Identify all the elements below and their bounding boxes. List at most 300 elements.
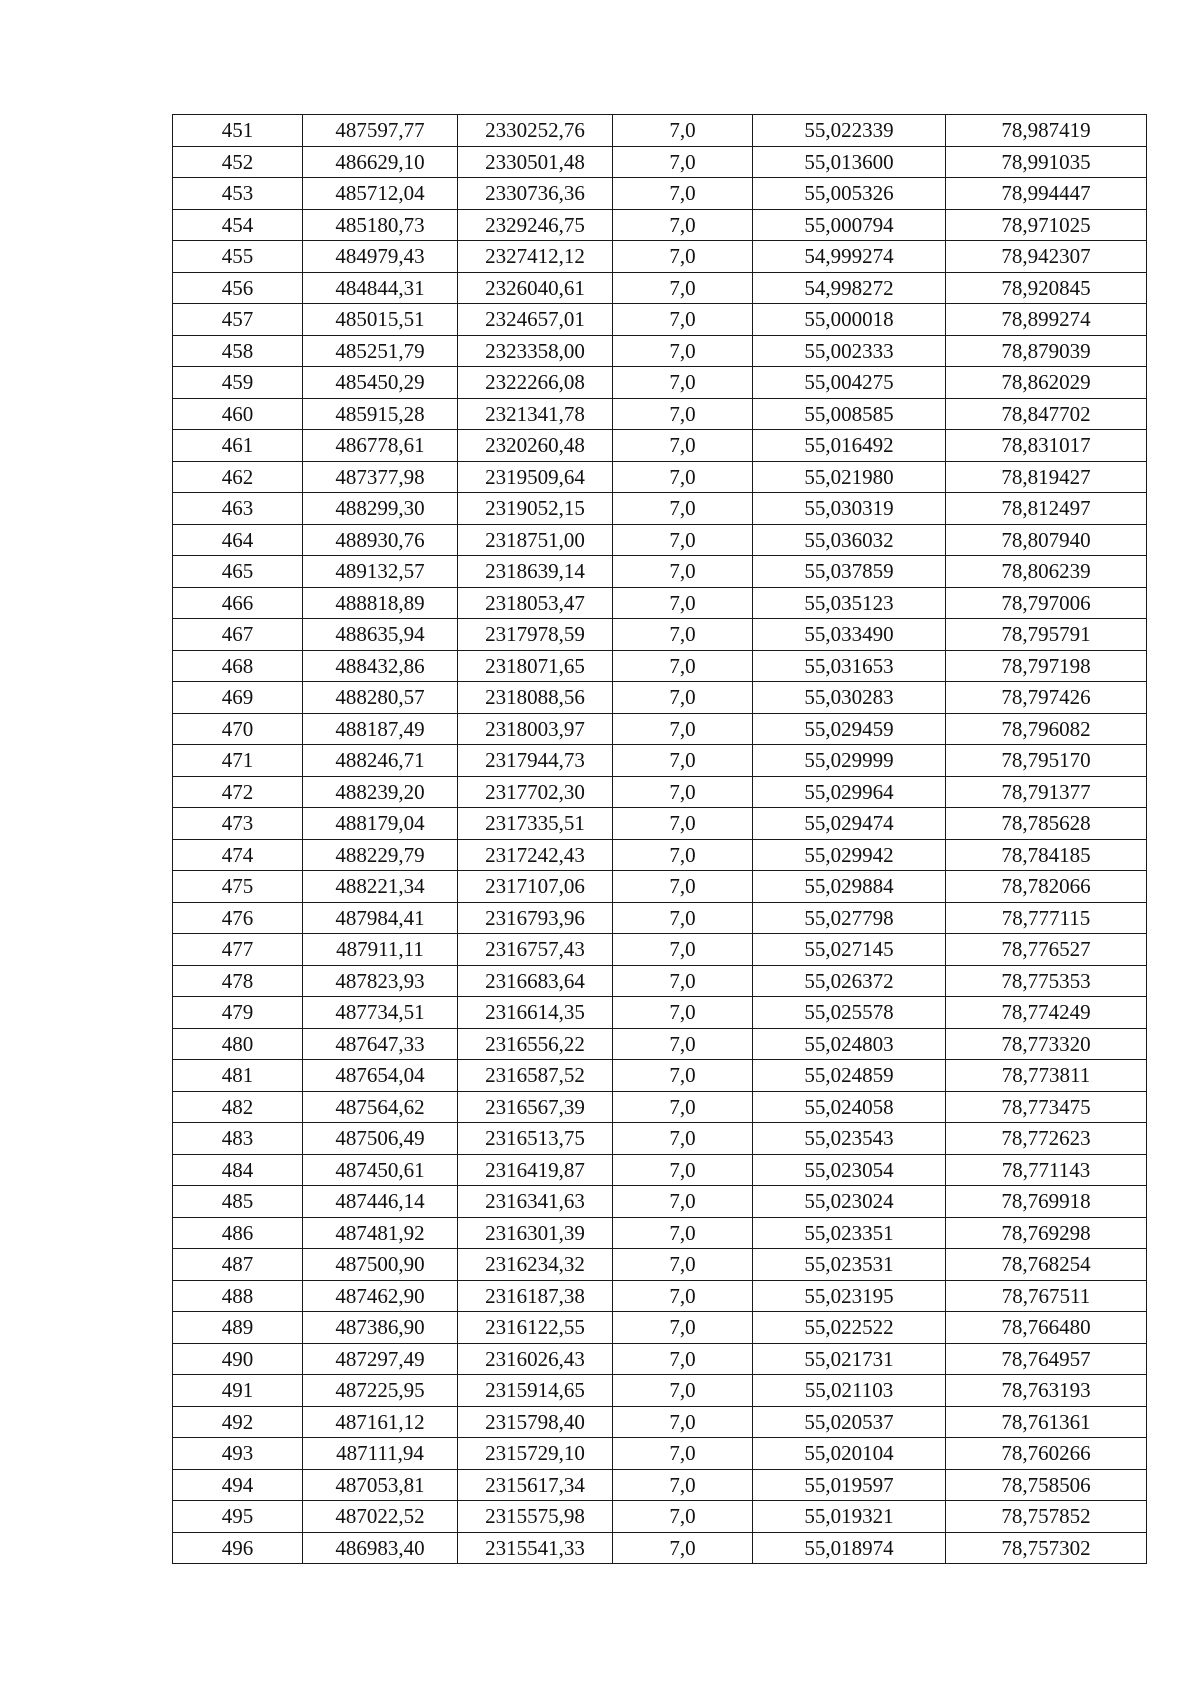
longitude-cell: 78,763193	[946, 1375, 1147, 1407]
latitude-cell: 55,029474	[753, 808, 946, 840]
latitude-cell: 55,026372	[753, 965, 946, 997]
y-coordinate-cell: 2316567,39	[458, 1091, 613, 1123]
latitude-cell: 55,020537	[753, 1406, 946, 1438]
value-cell: 7,0	[613, 335, 753, 367]
point-number-cell: 474	[173, 839, 303, 871]
y-coordinate-cell: 2316757,43	[458, 934, 613, 966]
table-row	[173, 241, 1147, 273]
latitude-cell: 55,018974	[753, 1532, 946, 1564]
longitude-cell: 78,757852	[946, 1501, 1147, 1533]
x-coordinate-cell: 487911,11	[303, 934, 458, 966]
longitude-cell: 78,899274	[946, 304, 1147, 336]
x-coordinate-cell: 485180,73	[303, 209, 458, 241]
table-row	[173, 146, 1147, 178]
table-row	[173, 178, 1147, 210]
table-row	[173, 965, 1147, 997]
value-cell: 7,0	[613, 1249, 753, 1281]
x-coordinate-cell: 485712,04	[303, 178, 458, 210]
longitude-cell: 78,761361	[946, 1406, 1147, 1438]
latitude-cell: 55,029964	[753, 776, 946, 808]
x-coordinate-cell: 487377,98	[303, 461, 458, 493]
table-row	[173, 1249, 1147, 1281]
x-coordinate-cell: 487225,95	[303, 1375, 458, 1407]
table-row	[173, 776, 1147, 808]
latitude-cell: 55,008585	[753, 398, 946, 430]
longitude-cell: 78,766480	[946, 1312, 1147, 1344]
x-coordinate-cell: 486629,10	[303, 146, 458, 178]
latitude-cell: 55,013600	[753, 146, 946, 178]
x-coordinate-cell: 487647,33	[303, 1028, 458, 1060]
x-coordinate-cell: 488179,04	[303, 808, 458, 840]
point-number-cell: 494	[173, 1469, 303, 1501]
point-number-cell: 470	[173, 713, 303, 745]
point-number-cell: 488	[173, 1280, 303, 1312]
y-coordinate-cell: 2316187,38	[458, 1280, 613, 1312]
longitude-cell: 78,773475	[946, 1091, 1147, 1123]
x-coordinate-cell: 488635,94	[303, 619, 458, 651]
longitude-cell: 78,797426	[946, 682, 1147, 714]
point-number-cell: 457	[173, 304, 303, 336]
point-number-cell: 495	[173, 1501, 303, 1533]
x-coordinate-cell: 487450,61	[303, 1154, 458, 1186]
y-coordinate-cell: 2320260,48	[458, 430, 613, 462]
point-number-cell: 477	[173, 934, 303, 966]
y-coordinate-cell: 2315541,33	[458, 1532, 613, 1564]
point-number-cell: 475	[173, 871, 303, 903]
latitude-cell: 55,020104	[753, 1438, 946, 1470]
latitude-cell: 55,019321	[753, 1501, 946, 1533]
y-coordinate-cell: 2322266,08	[458, 367, 613, 399]
table-row	[173, 902, 1147, 934]
value-cell: 7,0	[613, 1123, 753, 1155]
point-number-cell: 460	[173, 398, 303, 430]
value-cell: 7,0	[613, 430, 753, 462]
longitude-cell: 78,797198	[946, 650, 1147, 682]
latitude-cell: 55,002333	[753, 335, 946, 367]
point-number-cell: 482	[173, 1091, 303, 1123]
table-row	[173, 839, 1147, 871]
point-number-cell: 487	[173, 1249, 303, 1281]
y-coordinate-cell: 2324657,01	[458, 304, 613, 336]
table-row	[173, 1406, 1147, 1438]
longitude-cell: 78,795791	[946, 619, 1147, 651]
value-cell: 7,0	[613, 1028, 753, 1060]
y-coordinate-cell: 2315798,40	[458, 1406, 613, 1438]
value-cell: 7,0	[613, 934, 753, 966]
x-coordinate-cell: 487597,77	[303, 115, 458, 147]
value-cell: 7,0	[613, 619, 753, 651]
y-coordinate-cell: 2316587,52	[458, 1060, 613, 1092]
value-cell: 7,0	[613, 1438, 753, 1470]
table-row	[173, 1501, 1147, 1533]
x-coordinate-cell: 488299,30	[303, 493, 458, 525]
table-row	[173, 461, 1147, 493]
y-coordinate-cell: 2319509,64	[458, 461, 613, 493]
y-coordinate-cell: 2316301,39	[458, 1217, 613, 1249]
longitude-cell: 78,769918	[946, 1186, 1147, 1218]
longitude-cell: 78,758506	[946, 1469, 1147, 1501]
longitude-cell: 78,784185	[946, 839, 1147, 871]
x-coordinate-cell: 487984,41	[303, 902, 458, 934]
latitude-cell: 55,036032	[753, 524, 946, 556]
point-number-cell: 490	[173, 1343, 303, 1375]
point-number-cell: 471	[173, 745, 303, 777]
x-coordinate-cell: 485450,29	[303, 367, 458, 399]
point-number-cell: 486	[173, 1217, 303, 1249]
value-cell: 7,0	[613, 1186, 753, 1218]
x-coordinate-cell: 484979,43	[303, 241, 458, 273]
table-row	[173, 1280, 1147, 1312]
y-coordinate-cell: 2317107,06	[458, 871, 613, 903]
table-row	[173, 493, 1147, 525]
y-coordinate-cell: 2318003,97	[458, 713, 613, 745]
latitude-cell: 55,025578	[753, 997, 946, 1029]
x-coordinate-cell: 488221,34	[303, 871, 458, 903]
point-number-cell: 463	[173, 493, 303, 525]
table-row	[173, 115, 1147, 147]
point-number-cell: 476	[173, 902, 303, 934]
x-coordinate-cell: 488239,20	[303, 776, 458, 808]
x-coordinate-cell: 488187,49	[303, 713, 458, 745]
x-coordinate-cell: 487500,90	[303, 1249, 458, 1281]
y-coordinate-cell: 2330501,48	[458, 146, 613, 178]
value-cell: 7,0	[613, 1280, 753, 1312]
y-coordinate-cell: 2317702,30	[458, 776, 613, 808]
table-row	[173, 808, 1147, 840]
x-coordinate-cell: 487053,81	[303, 1469, 458, 1501]
latitude-cell: 55,016492	[753, 430, 946, 462]
longitude-cell: 78,771143	[946, 1154, 1147, 1186]
y-coordinate-cell: 2317335,51	[458, 808, 613, 840]
point-number-cell: 479	[173, 997, 303, 1029]
table-row	[173, 713, 1147, 745]
x-coordinate-cell: 484844,31	[303, 272, 458, 304]
point-number-cell: 483	[173, 1123, 303, 1155]
longitude-cell: 78,807940	[946, 524, 1147, 556]
x-coordinate-cell: 486983,40	[303, 1532, 458, 1564]
longitude-cell: 78,831017	[946, 430, 1147, 462]
y-coordinate-cell: 2330736,36	[458, 178, 613, 210]
longitude-cell: 78,942307	[946, 241, 1147, 273]
point-number-cell: 451	[173, 115, 303, 147]
x-coordinate-cell: 487297,49	[303, 1343, 458, 1375]
longitude-cell: 78,797006	[946, 587, 1147, 619]
y-coordinate-cell: 2315914,65	[458, 1375, 613, 1407]
x-coordinate-cell: 487446,14	[303, 1186, 458, 1218]
point-number-cell: 491	[173, 1375, 303, 1407]
value-cell: 7,0	[613, 178, 753, 210]
point-number-cell: 468	[173, 650, 303, 682]
table-row	[173, 682, 1147, 714]
value-cell: 7,0	[613, 556, 753, 588]
latitude-cell: 55,023024	[753, 1186, 946, 1218]
longitude-cell: 78,812497	[946, 493, 1147, 525]
longitude-cell: 78,760266	[946, 1438, 1147, 1470]
table-row	[173, 1375, 1147, 1407]
table-row	[173, 587, 1147, 619]
x-coordinate-cell: 488246,71	[303, 745, 458, 777]
x-coordinate-cell: 487481,92	[303, 1217, 458, 1249]
table-row	[173, 1186, 1147, 1218]
x-coordinate-cell: 487654,04	[303, 1060, 458, 1092]
point-number-cell: 484	[173, 1154, 303, 1186]
longitude-cell: 78,806239	[946, 556, 1147, 588]
value-cell: 7,0	[613, 997, 753, 1029]
value-cell: 7,0	[613, 304, 753, 336]
latitude-cell: 55,005326	[753, 178, 946, 210]
point-number-cell: 465	[173, 556, 303, 588]
x-coordinate-cell: 487386,90	[303, 1312, 458, 1344]
value-cell: 7,0	[613, 1375, 753, 1407]
point-number-cell: 455	[173, 241, 303, 273]
longitude-cell: 78,764957	[946, 1343, 1147, 1375]
latitude-cell: 55,023531	[753, 1249, 946, 1281]
longitude-cell: 78,991035	[946, 146, 1147, 178]
value-cell: 7,0	[613, 1060, 753, 1092]
table-row	[173, 1469, 1147, 1501]
latitude-cell: 55,019597	[753, 1469, 946, 1501]
table-row	[173, 1123, 1147, 1155]
table-row	[173, 871, 1147, 903]
value-cell: 7,0	[613, 524, 753, 556]
latitude-cell: 55,023543	[753, 1123, 946, 1155]
table-row	[173, 1343, 1147, 1375]
point-number-cell: 456	[173, 272, 303, 304]
latitude-cell: 55,030319	[753, 493, 946, 525]
table-row	[173, 650, 1147, 682]
y-coordinate-cell: 2316683,64	[458, 965, 613, 997]
y-coordinate-cell: 2316026,43	[458, 1343, 613, 1375]
y-coordinate-cell: 2316419,87	[458, 1154, 613, 1186]
y-coordinate-cell: 2315575,98	[458, 1501, 613, 1533]
value-cell: 7,0	[613, 713, 753, 745]
table-row	[173, 524, 1147, 556]
table-row	[173, 619, 1147, 651]
point-number-cell: 493	[173, 1438, 303, 1470]
value-cell: 7,0	[613, 1343, 753, 1375]
longitude-cell: 78,994447	[946, 178, 1147, 210]
latitude-cell: 55,004275	[753, 367, 946, 399]
point-number-cell: 467	[173, 619, 303, 651]
value-cell: 7,0	[613, 272, 753, 304]
longitude-cell: 78,773320	[946, 1028, 1147, 1060]
latitude-cell: 55,022522	[753, 1312, 946, 1344]
point-number-cell: 464	[173, 524, 303, 556]
latitude-cell: 55,023054	[753, 1154, 946, 1186]
latitude-cell: 55,000794	[753, 209, 946, 241]
latitude-cell: 55,029999	[753, 745, 946, 777]
point-number-cell: 492	[173, 1406, 303, 1438]
longitude-cell: 78,768254	[946, 1249, 1147, 1281]
point-number-cell: 452	[173, 146, 303, 178]
point-number-cell: 466	[173, 587, 303, 619]
table-row	[173, 997, 1147, 1029]
value-cell: 7,0	[613, 776, 753, 808]
y-coordinate-cell: 2330252,76	[458, 115, 613, 147]
table-row	[173, 272, 1147, 304]
latitude-cell: 55,024803	[753, 1028, 946, 1060]
latitude-cell: 55,030283	[753, 682, 946, 714]
value-cell: 7,0	[613, 1154, 753, 1186]
latitude-cell: 55,035123	[753, 587, 946, 619]
longitude-cell: 78,757302	[946, 1532, 1147, 1564]
table-row	[173, 1028, 1147, 1060]
latitude-cell: 55,021731	[753, 1343, 946, 1375]
table-row	[173, 1312, 1147, 1344]
table-row	[173, 335, 1147, 367]
point-number-cell: 485	[173, 1186, 303, 1218]
latitude-cell: 55,031653	[753, 650, 946, 682]
y-coordinate-cell: 2316556,22	[458, 1028, 613, 1060]
x-coordinate-cell: 488432,86	[303, 650, 458, 682]
y-coordinate-cell: 2318751,00	[458, 524, 613, 556]
point-number-cell: 473	[173, 808, 303, 840]
longitude-cell: 78,796082	[946, 713, 1147, 745]
value-cell: 7,0	[613, 367, 753, 399]
y-coordinate-cell: 2317944,73	[458, 745, 613, 777]
longitude-cell: 78,987419	[946, 115, 1147, 147]
latitude-cell: 55,033490	[753, 619, 946, 651]
value-cell: 7,0	[613, 241, 753, 273]
x-coordinate-cell: 487734,51	[303, 997, 458, 1029]
value-cell: 7,0	[613, 1406, 753, 1438]
latitude-cell: 55,023195	[753, 1280, 946, 1312]
longitude-cell: 78,772623	[946, 1123, 1147, 1155]
table-row	[173, 1217, 1147, 1249]
latitude-cell: 55,023351	[753, 1217, 946, 1249]
longitude-cell: 78,775353	[946, 965, 1147, 997]
value-cell: 7,0	[613, 1312, 753, 1344]
y-coordinate-cell: 2315617,34	[458, 1469, 613, 1501]
y-coordinate-cell: 2318053,47	[458, 587, 613, 619]
y-coordinate-cell: 2316341,63	[458, 1186, 613, 1218]
table-row	[173, 1091, 1147, 1123]
value-cell: 7,0	[613, 115, 753, 147]
y-coordinate-cell: 2323358,00	[458, 335, 613, 367]
x-coordinate-cell: 488818,89	[303, 587, 458, 619]
latitude-cell: 54,999274	[753, 241, 946, 273]
longitude-cell: 78,782066	[946, 871, 1147, 903]
x-coordinate-cell: 487823,93	[303, 965, 458, 997]
value-cell: 7,0	[613, 209, 753, 241]
point-number-cell: 489	[173, 1312, 303, 1344]
longitude-cell: 78,920845	[946, 272, 1147, 304]
table-row	[173, 304, 1147, 336]
longitude-cell: 78,767511	[946, 1280, 1147, 1312]
y-coordinate-cell: 2316513,75	[458, 1123, 613, 1155]
value-cell: 7,0	[613, 146, 753, 178]
latitude-cell: 55,024859	[753, 1060, 946, 1092]
point-number-cell: 453	[173, 178, 303, 210]
y-coordinate-cell: 2326040,61	[458, 272, 613, 304]
latitude-cell: 55,037859	[753, 556, 946, 588]
point-number-cell: 458	[173, 335, 303, 367]
value-cell: 7,0	[613, 461, 753, 493]
longitude-cell: 78,879039	[946, 335, 1147, 367]
value-cell: 7,0	[613, 808, 753, 840]
x-coordinate-cell: 487022,52	[303, 1501, 458, 1533]
longitude-cell: 78,862029	[946, 367, 1147, 399]
point-number-cell: 459	[173, 367, 303, 399]
y-coordinate-cell: 2329246,75	[458, 209, 613, 241]
point-number-cell: 496	[173, 1532, 303, 1564]
y-coordinate-cell: 2321341,78	[458, 398, 613, 430]
point-number-cell: 481	[173, 1060, 303, 1092]
table-row	[173, 1060, 1147, 1092]
latitude-cell: 55,029459	[753, 713, 946, 745]
x-coordinate-cell: 487462,90	[303, 1280, 458, 1312]
y-coordinate-cell: 2327412,12	[458, 241, 613, 273]
table-row	[173, 398, 1147, 430]
y-coordinate-cell: 2317242,43	[458, 839, 613, 871]
value-cell: 7,0	[613, 1532, 753, 1564]
longitude-cell: 78,791377	[946, 776, 1147, 808]
value-cell: 7,0	[613, 398, 753, 430]
value-cell: 7,0	[613, 902, 753, 934]
point-number-cell: 478	[173, 965, 303, 997]
x-coordinate-cell: 487506,49	[303, 1123, 458, 1155]
longitude-cell: 78,776527	[946, 934, 1147, 966]
y-coordinate-cell: 2316234,32	[458, 1249, 613, 1281]
longitude-cell: 78,774249	[946, 997, 1147, 1029]
x-coordinate-cell: 486778,61	[303, 430, 458, 462]
longitude-cell: 78,847702	[946, 398, 1147, 430]
y-coordinate-cell: 2317978,59	[458, 619, 613, 651]
table-row	[173, 209, 1147, 241]
value-cell: 7,0	[613, 493, 753, 525]
value-cell: 7,0	[613, 587, 753, 619]
y-coordinate-cell: 2318071,65	[458, 650, 613, 682]
x-coordinate-cell: 489132,57	[303, 556, 458, 588]
value-cell: 7,0	[613, 1501, 753, 1533]
x-coordinate-cell: 488930,76	[303, 524, 458, 556]
table-row	[173, 745, 1147, 777]
table-row	[173, 556, 1147, 588]
y-coordinate-cell: 2315729,10	[458, 1438, 613, 1470]
table-row	[173, 430, 1147, 462]
y-coordinate-cell: 2316122,55	[458, 1312, 613, 1344]
table-row	[173, 1438, 1147, 1470]
longitude-cell: 78,769298	[946, 1217, 1147, 1249]
longitude-cell: 78,785628	[946, 808, 1147, 840]
point-number-cell: 472	[173, 776, 303, 808]
value-cell: 7,0	[613, 871, 753, 903]
longitude-cell: 78,971025	[946, 209, 1147, 241]
point-number-cell: 461	[173, 430, 303, 462]
y-coordinate-cell: 2318639,14	[458, 556, 613, 588]
longitude-cell: 78,773811	[946, 1060, 1147, 1092]
latitude-cell: 55,024058	[753, 1091, 946, 1123]
latitude-cell: 55,027798	[753, 902, 946, 934]
x-coordinate-cell: 487564,62	[303, 1091, 458, 1123]
longitude-cell: 78,777115	[946, 902, 1147, 934]
y-coordinate-cell: 2319052,15	[458, 493, 613, 525]
point-number-cell: 480	[173, 1028, 303, 1060]
value-cell: 7,0	[613, 745, 753, 777]
x-coordinate-cell: 487111,94	[303, 1438, 458, 1470]
value-cell: 7,0	[613, 682, 753, 714]
latitude-cell: 55,022339	[753, 115, 946, 147]
point-number-cell: 462	[173, 461, 303, 493]
table-row	[173, 934, 1147, 966]
point-number-cell: 469	[173, 682, 303, 714]
latitude-cell: 55,029942	[753, 839, 946, 871]
latitude-cell: 55,000018	[753, 304, 946, 336]
coordinates-table-body	[173, 115, 1147, 1564]
longitude-cell: 78,819427	[946, 461, 1147, 493]
latitude-cell: 55,027145	[753, 934, 946, 966]
y-coordinate-cell: 2316614,35	[458, 997, 613, 1029]
